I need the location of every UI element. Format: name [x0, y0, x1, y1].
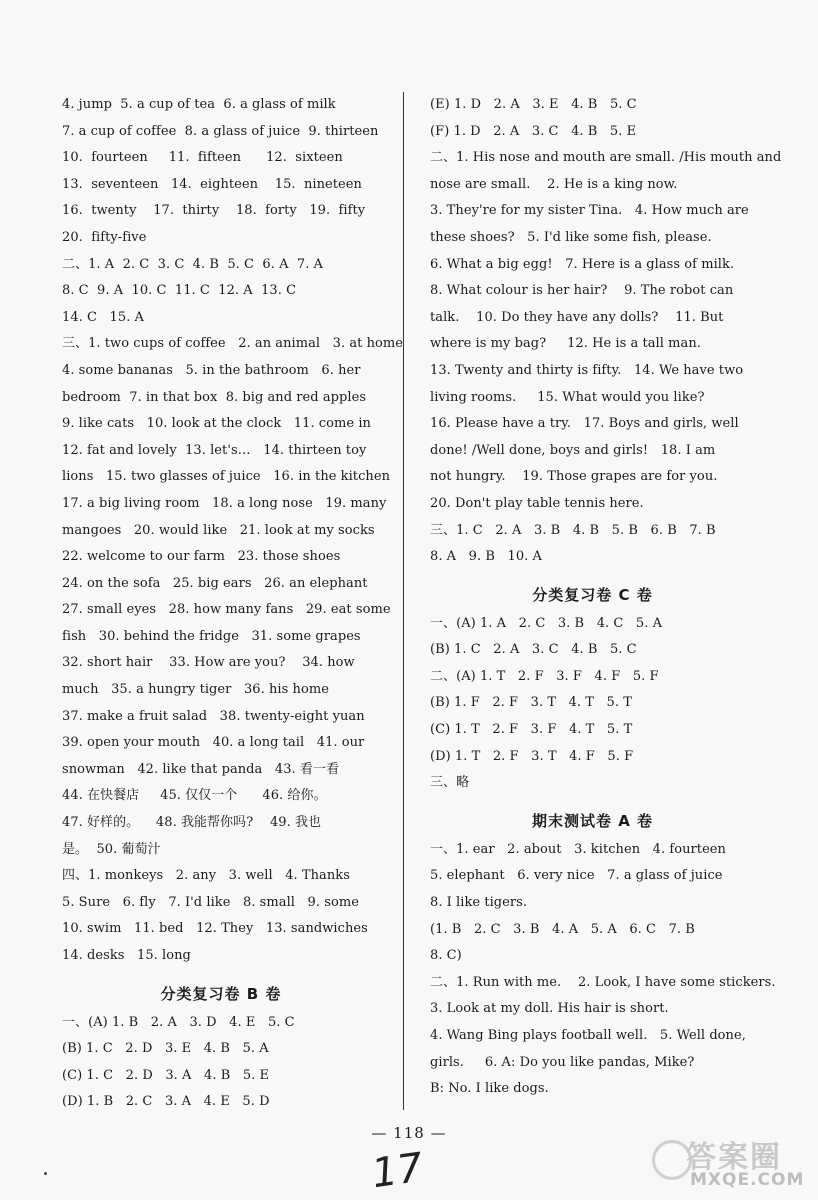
answer-line: (D) 1. T 2. F 3. T 4. F 5. F	[430, 748, 634, 764]
answer-line: 14. C 15. A	[62, 309, 144, 325]
answer-line: talk. 10. Do they have any dolls? 11. But	[430, 309, 724, 325]
answer-line: girls. 6. A: Do you like pandas, Mike?	[430, 1054, 695, 1070]
answer-line: 3. They're for my sister Tina. 4. How much are	[430, 203, 749, 219]
answer-line: (E) 1. D 2. A 3. E 4. B 5. C	[430, 97, 637, 112]
scan-speck	[44, 1172, 47, 1175]
answer-line: 16. Please have a try. 17. Boys and girls, well	[430, 416, 739, 432]
answer-line: 3. Look at my doll. His hair is short.	[430, 1001, 669, 1017]
answer-line: 32. short hair 33. How are you? 34. how	[62, 655, 355, 671]
answer-line: (D) 1. B 2. C 3. A 4. E 5. D	[62, 1094, 270, 1110]
answer-line: not hungry. 19. Those grapes are for you.	[430, 469, 718, 485]
answer-line: 二、1. His nose and mouth are small. /His mouth and	[430, 150, 782, 166]
answer-line: (C) 1. T 2. F 3. F 4. T 5. T	[430, 722, 633, 738]
answer-line: 7. a cup of coffee 8. a glass of juice 9. thirteen	[62, 123, 379, 139]
answer-line: 二、1. A 2. C 3. C 4. B 5. C 6. A 7. A	[62, 256, 323, 272]
answer-line: 8. C)	[430, 948, 462, 964]
column-divider	[403, 92, 404, 1110]
answer-line: 一、(A) 1. B 2. A 3. D 4. E 5. C	[62, 1014, 295, 1030]
answer-line: B: No. I like dogs.	[430, 1081, 549, 1097]
answer-line: 三、1. C 2. A 3. B 4. B 5. B 6. B 7. B	[430, 522, 716, 538]
answer-line: (B) 1. C 2. D 3. E 4. B 5. A	[62, 1041, 269, 1057]
answer-line: these shoes? 5. I'd like some fish, please.	[430, 229, 712, 245]
answer-line: 20. fifty-five	[62, 229, 147, 245]
right-answer-lines	[430, 92, 782, 571]
answer-line: (1. B 2. C 3. B 4. A 5. A 6. C 7. B	[430, 921, 695, 937]
section-final-title: 期末测试卷 A 卷	[531, 811, 654, 830]
right-column	[430, 92, 782, 1103]
answer-line: 27. small eyes 28. how many fans 29. eat some	[62, 602, 391, 618]
answer-line: 一、(A) 1. A 2. C 3. B 4. C 5. A	[430, 615, 663, 631]
answer-line: lions 15. two glasses of juice 16. in the kitchen	[62, 469, 390, 485]
answer-line: (B) 1. C 2. A 3. C 4. B 5. C	[430, 642, 637, 658]
answer-line: 四、1. monkeys 2. any 3. well 4. Thanks	[62, 868, 350, 884]
watermark-text: 答案圈	[686, 1140, 782, 1175]
handwritten-mark: 17	[369, 1144, 426, 1198]
answer-line: 44. 在快餐店 45. 仅仅一个 46. 给你。	[62, 788, 327, 804]
answer-line: 4. Wang Bing plays football well. 5. Well done,	[430, 1028, 746, 1043]
answer-line: 47. 好样的。 48. 我能帮你吗? 49. 我也	[62, 815, 322, 831]
section-final-lines	[430, 837, 776, 1103]
answer-line: nose are small. 2. He is a king now.	[430, 176, 678, 192]
answer-line: 三、1. two cups of coffee 2. an animal 3. at home	[62, 336, 404, 352]
left-column	[62, 92, 404, 1116]
answer-line: mangoes 20. would like 21. look at my socks	[62, 522, 375, 538]
answer-line: 5. elephant 6. very nice 7. a glass of juice	[430, 868, 723, 884]
answer-line: 二、(A) 1. T 2. F 3. F 4. F 5. F	[430, 668, 659, 684]
answer-line: fish 30. behind the fridge 31. some grapes	[62, 628, 361, 644]
watermark-logo	[652, 1132, 810, 1192]
answer-line: 24. on the sofa 25. big ears 26. an elephant	[62, 575, 368, 591]
answer-line: bedroom 7. in that box 8. big and red apples	[62, 389, 367, 405]
section-b-lines	[62, 1010, 380, 1116]
answer-line: 8. C 9. A 10. C 11. C 12. A 13. C	[62, 283, 297, 299]
section-b-title: 分类复习卷 B 卷	[160, 984, 282, 1003]
answer-line: 39. open your mouth 40. a long tail 41. our	[62, 735, 365, 751]
answer-line: 二、1. Run with me. 2. Look, I have some stickers.	[430, 974, 776, 990]
answer-line: living rooms. 15. What would you like?	[430, 389, 705, 405]
answer-line: 4. some bananas 5. in the bathroom 6. her	[62, 362, 361, 378]
answer-line: 13. Twenty and thirty is fifty. 14. We have two	[430, 362, 744, 378]
page-number: — 118 —	[371, 1124, 447, 1142]
answer-line: much 35. a hungry tiger 36. his home	[62, 682, 329, 698]
watermark-url: MXQE.COM	[690, 1170, 805, 1190]
answer-line: 8. I like tigers.	[430, 895, 528, 911]
section-c-title: 分类复习卷 C 卷	[532, 585, 653, 604]
answer-line: 8. A 9. B 10. A	[430, 549, 542, 565]
answer-line: 5. Sure 6. fly 7. I'd like 8. small 9. some	[62, 894, 359, 910]
answer-line: 17. a big living room 18. a long nose 19. many	[62, 495, 387, 511]
answer-line: snowman 42. like that panda 43. 看一看	[62, 761, 340, 777]
answer-line: 三、略	[430, 775, 470, 791]
answer-line: 6. What a big egg! 7. Here is a glass of milk.	[430, 256, 735, 272]
left-answer-lines	[62, 92, 404, 970]
answer-line: 4. jump 5. a cup of tea 6. a glass of milk	[62, 97, 336, 112]
section-c-lines	[430, 611, 755, 797]
answer-line: 14. desks 15. long	[62, 948, 191, 963]
answer-line: 一、1. ear 2. about 3. kitchen 4. fourteen	[430, 841, 726, 857]
answer-line: 20. Don't play table tennis here.	[430, 495, 644, 511]
answer-line: (F) 1. D 2. A 3. C 4. B 5. E	[430, 123, 637, 139]
answer-line: 13. seventeen 14. eighteen 15. nineteen	[62, 176, 362, 192]
answer-line: (B) 1. F 2. F 3. T 4. T 5. T	[430, 695, 632, 711]
answer-line: 9. like cats 10. look at the clock 11. come in	[62, 416, 371, 432]
answer-line: 22. welcome to our farm 23. those shoes	[62, 549, 341, 565]
answer-line: 10. fourteen 11. fifteen 12. sixteen	[62, 150, 343, 166]
answer-line: 是。 50. 葡萄汁	[62, 841, 161, 857]
answer-line: 8. What colour is her hair? 9. The robot can	[430, 283, 734, 299]
answer-line: 37. make a fruit salad 38. twenty-eight yuan	[62, 708, 365, 724]
answer-line: done! /Well done, boys and girls! 18. I am	[430, 442, 716, 458]
answer-line: 10. swim 11. bed 12. They 13. sandwiches	[62, 921, 368, 937]
answer-line: 12. fat and lovely 13. let's… 14. thirteen toy	[62, 442, 367, 458]
answer-line: 16. twenty 17. thirty 18. forty 19. fifty	[62, 203, 366, 219]
answer-line: where is my bag? 12. He is a tall man.	[430, 336, 701, 352]
answer-line: (C) 1. C 2. D 3. A 4. B 5. E	[62, 1067, 270, 1083]
